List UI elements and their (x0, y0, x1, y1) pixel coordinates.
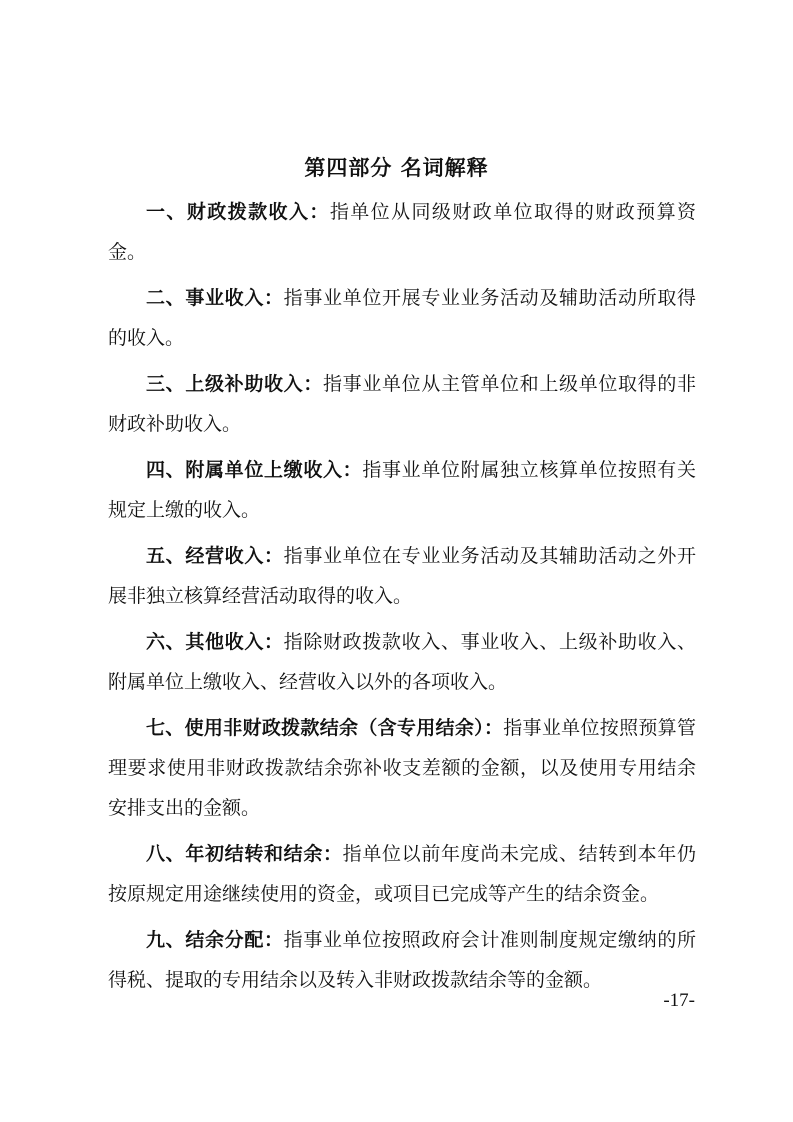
definition-term: 四、附属单位上缴收入： (146, 459, 363, 481)
definitions-body (108, 192, 696, 1006)
definition-text: 指事业单位附属独立核算单位按照有关规定上缴的收入。 (108, 459, 696, 521)
definition-term: 二、事业收入： (146, 287, 284, 309)
definition-paragraph (108, 364, 696, 444)
definition-paragraph (108, 536, 696, 616)
definition-text: 指事业单位按照预算管理要求使用非财政拨款结余弥补收支差额的金额，以及使用专用结余安排支出的金额。 (108, 717, 696, 819)
definition-term: 六、其他收入： (146, 631, 284, 653)
page-number: -17- (663, 990, 695, 1011)
definition-term: 一、财政拨款收入： (146, 201, 330, 223)
definition-term: 九、结余分配： (146, 929, 284, 951)
definition-text: 指单位从同级财政单位取得的财政预算资金。 (108, 201, 696, 263)
definition-text: 指单位以前年度尚未完成、结转到本年仍按原规定用途继续使用的资金，或项目已完成等产生的结余资金。 (108, 843, 696, 905)
definition-term: 八、年初结转和结余： (146, 843, 343, 865)
page-title: 第四部分 名词解释 (304, 156, 489, 180)
definition-text: 指除财政拨款收入、事业收入、上级补助收入、附属单位上缴收入、经营收入以外的各项收入。 (108, 631, 696, 693)
definition-term: 五、经营收入： (146, 545, 284, 567)
definition-paragraph (108, 834, 696, 914)
definition-paragraph (108, 450, 696, 530)
definition-text: 指事业单位在专业业务活动及其辅助活动之外开展非独立核算经营活动取得的收入。 (108, 545, 696, 607)
definition-text: 指事业单位按照政府会计准则制度规定缴纳的所得税、提取的专用结余以及转入非财政拨款结余等的金额。 (108, 929, 696, 991)
definition-paragraph (108, 278, 696, 358)
definition-term: 七、使用非财政拨款结余（含专用结余）： (146, 717, 504, 739)
definition-text: 指事业单位开展专业业务活动及辅助活动所取得的收入。 (108, 287, 696, 349)
definition-paragraph (108, 920, 696, 1000)
definition-text: 指事业单位从主管单位和上级单位取得的非财政补助收入。 (108, 373, 696, 435)
definition-term: 三、上级补助收入： (146, 373, 323, 395)
definition-paragraph (108, 622, 696, 702)
definition-paragraph (108, 192, 696, 272)
definition-paragraph (108, 708, 696, 828)
